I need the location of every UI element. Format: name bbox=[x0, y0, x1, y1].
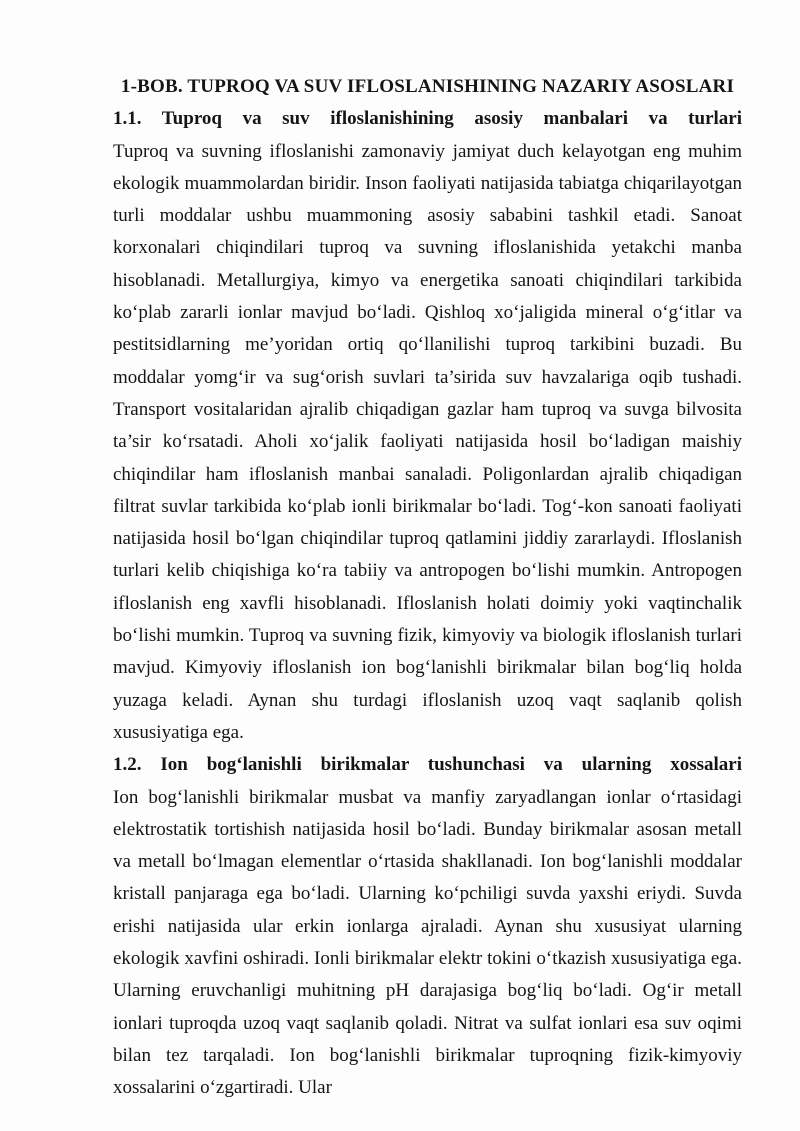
section-body-1-1: Tuproq va suvning ifloslanishi zamonaviy jamiyat duch kelayotgan eng muhim ekologik muammolardan biridir. Inson faoliyati natijasida tabiatga chiqarilayotgan turli moddalar ushbu muammoning asosiy sababini tashkil etadi. Sanoat korxonalari chiqindilari tuproq va suvning ifloslanishida yetakchi manba hisoblanadi. Metallurgiya, kimyo va energetika sanoati chiqindilari tarkibida ko‘plab zararli ionlar mavjud bo‘ladi. Qishloq xo‘jaligida mineral o‘g‘itlar va pestitsidlarning me’yoridan ortiq qo‘llanilishi tuproq tarkibini buzadi. Bu moddalar yomg‘ir va sug‘orish suvlari ta’sirida suv havzalariga oqib tushadi. Transport vositalaridan ajralib chiqadigan gazlar ham tuproq va suvga bilvosita ta’sir ko‘rsatadi. Aholi xo‘jalik faoliyati natijasida hosil bo‘ladigan maishiy chiqindilar ham ifloslanish manbai sanaladi. Poligonlardan ajralib chiqadigan filtrat suvlar tarkibida ko‘plab ionli birikmalar bo‘ladi. Tog‘-kon sanoati faoliyati natijasida hosil bo‘lgan chiqindilar tuproq qatlamini jiddiy zararlaydi. Ifloslanish turlari kelib chiqishiga ko‘ra tabiiy va antropogen bo‘lishi mumkin. Antropogen ifloslanish eng xavfli hisoblanadi. Ifloslanish holati doimiy yoki vaqtinchalik bo‘lishi mumkin. Tuproq va suvning fizik, kimyoviy va biologik ifloslanish turlari mavjud. Kimyoviy ifloslanish ion bog‘lanishli birikmalar bilan bog‘liq holda yuzaga keladi. Aynan shu turdagi ifloslanish uzoq vaqt saqlanib qolish xususiyatiga ega. bbox=[113, 140, 742, 743]
chapter-title: 1-BOB. TUPROQ VA SUV IFLOSLANISHINING NAZARIY ASOSLARI bbox=[120, 76, 735, 97]
section-heading-1-1: 1.1. Tuproq va suv ifloslanishining asosiy manbalari va turlari bbox=[113, 108, 742, 130]
section-heading-1-2: 1.2. Ion bog‘lanishli birikmalar tushunchasi va ularning xossalari bbox=[113, 754, 742, 776]
section-body-1-2: Ion bog‘lanishli birikmalar musbat va manfiy zaryadlangan ionlar o‘rtasidagi elektrostatik tortishish natijasida hosil bo‘ladi. Bunday birikmalar asosan metall va metall bo‘lmagan elementlar o‘rtasida shakllanadi. Ion bog‘lanishli moddalar kristall panjaraga ega bo‘ladi. Ularning ko‘pchiligi suvda yaxshi eriydi. Suvda erishi natijasida ular erkin ionlarga ajraladi. Aynan shu xususiyat ularning ekologik xavfini oshiradi. Ionli birikmalar elektr tokini o‘tkazish xususiyatiga ega. Ularning eruvchanligi muhitning pH darajasiga bog‘liq bo‘ladi. Og‘ir metall ionlari tuproqda uzoq vaqt saqlanib qoladi. Nitrat va sulfat ionlari esa suv oqimi bilan tez tarqaladi. Ion bog‘lanishli birikmalar tuproqning fizik-kimyoviy xossalarini o‘zgartiradi. Ular bbox=[113, 786, 742, 1099]
